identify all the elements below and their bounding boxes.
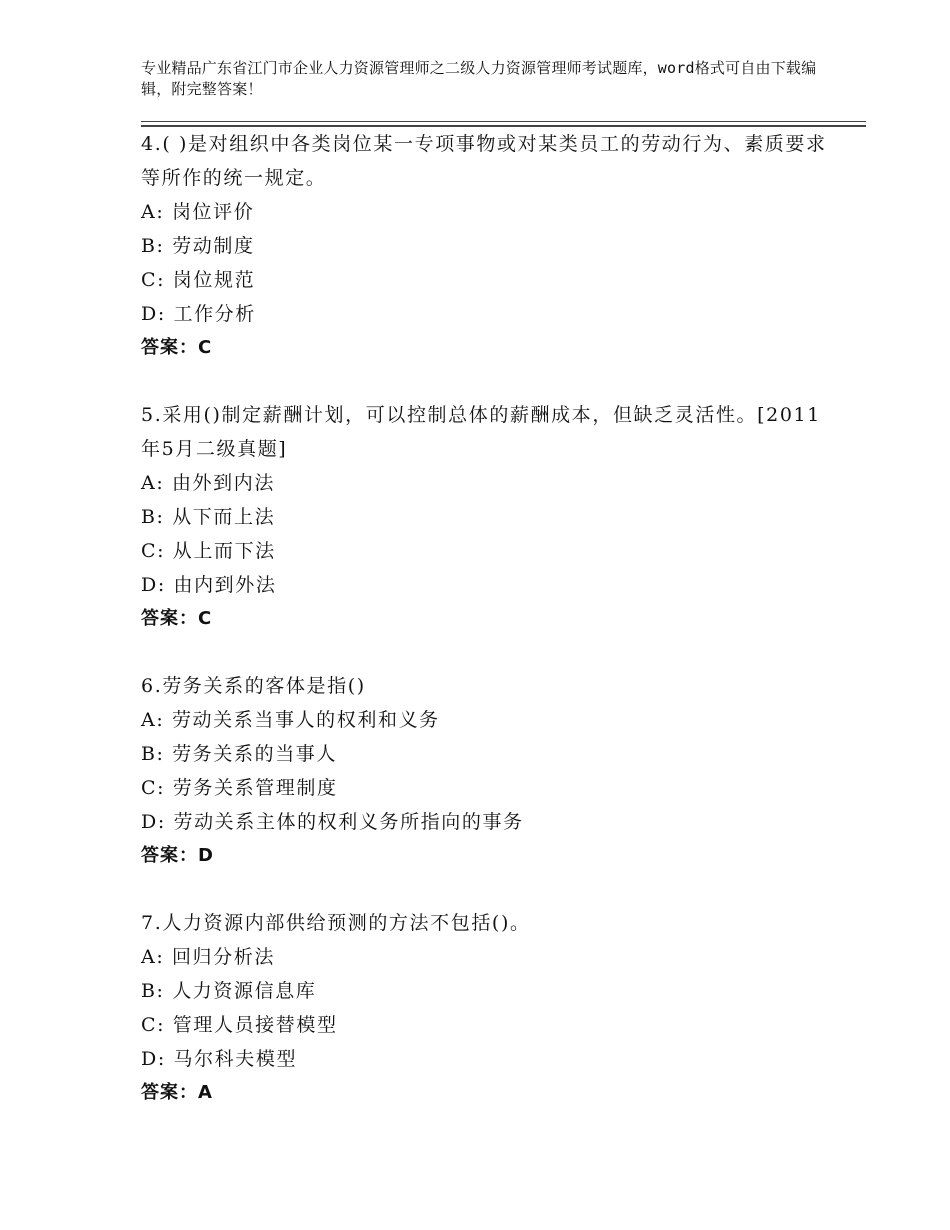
option-b: B: 劳动制度 (141, 235, 255, 257)
question-stem: 4.( )是对组织中各类岗位某一专项事物或对某类员工的劳动行为、素质要求等所作的统一规定。 (141, 133, 827, 189)
question-6 (141, 669, 841, 873)
answer: 答案：C (141, 337, 213, 358)
option-a: A: 岗位评价 (141, 201, 255, 223)
option-d: D: 马尔科夫模型 (141, 1048, 298, 1070)
option-c: C: 管理人员接替模型 (141, 1014, 338, 1036)
option-b: B: 劳务关系的当事人 (141, 743, 338, 765)
option-a: A: 回归分析法 (141, 946, 275, 968)
question-7 (141, 906, 841, 1110)
question-stem: 5.采用()制定薪酬计划，可以控制总体的薪酬成本，但缺乏灵活性。[2011年5月二级真题] (141, 404, 821, 460)
answer: 答案：A (141, 1082, 213, 1103)
answer: 答案：D (141, 845, 214, 866)
question-stem: 6.劳务关系的客体是指() (141, 675, 366, 697)
option-a: A: 由外到内法 (141, 472, 275, 494)
question-stem: 7.人力资源内部供给预测的方法不包括()。 (141, 912, 531, 934)
option-d: D: 工作分析 (141, 303, 256, 325)
question-4 (141, 127, 841, 365)
option-b: B: 从下而上法 (141, 506, 276, 528)
option-d: D: 劳动关系主体的权利义务所指向的事务 (141, 811, 524, 833)
option-a: A: 劳动关系当事人的权利和义务 (141, 709, 440, 731)
option-d: D: 由内到外法 (141, 574, 277, 596)
question-list (141, 127, 841, 1143)
option-b: B: 人力资源信息库 (141, 980, 317, 1002)
document-header: 专业精品广东省江门市企业人力资源管理师之二级人力资源管理师考试题库，word格式可自由下载编辑，附完整答案！ (141, 59, 817, 98)
answer: 答案：C (141, 608, 213, 629)
option-c: C: 岗位规范 (141, 269, 256, 291)
option-c: C: 从上而下法 (141, 540, 276, 562)
option-c: C: 劳务关系管理制度 (141, 777, 338, 799)
question-5 (141, 398, 841, 636)
